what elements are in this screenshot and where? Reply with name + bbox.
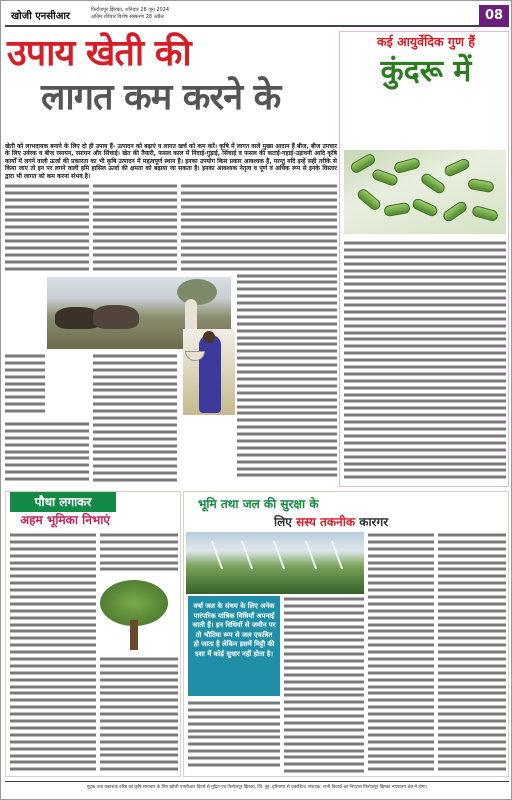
- gourd-shape: [441, 200, 469, 224]
- masthead-edition-line: अंतिम रविवार विशेष संस्करण 28 अप्रैल: [91, 14, 164, 20]
- masthead-brand: खोजी एनसीआर: [11, 11, 71, 22]
- main-body-column-1c: [5, 421, 89, 487]
- poudha-body-column-1: [10, 532, 96, 774]
- gourd-shape: [356, 187, 383, 212]
- farmer-woman-photo: [183, 329, 235, 415]
- tree-shape: [177, 279, 217, 305]
- poudha-banner: पौधा लगाकर: [10, 492, 116, 512]
- poudha-subtitle: अहम भूमिका निभाएं: [20, 513, 111, 527]
- kundru-big-title: कुंदरू में: [380, 54, 472, 89]
- kundru-article: [339, 31, 509, 487]
- main-body-column-1b: [5, 353, 45, 419]
- woman-head: [203, 331, 215, 343]
- masthead-date-line: फिरोजपुर झिरका, शनिवार 28 जून 2024: [91, 7, 170, 13]
- water-spray: [273, 541, 285, 570]
- main-body-column-4: [237, 183, 337, 487]
- water-spray: [211, 541, 223, 570]
- main-headline-line1: उपाय खेती की: [7, 32, 191, 74]
- poudha-body-column-2: [100, 532, 178, 578]
- masthead-date: [91, 7, 169, 21]
- gourd-shape: [393, 157, 421, 174]
- bhoomi-pull-quote: वर्षा जल के संचय के लिए अनेक पारंपरिक यांत्रिक विधियाँ अपनाई जाती हैं। इन विधियों से जमीन पर तो भौतिक रूप से जल एकत्रित हो जाता है लेकिन इसमें मिट्टी की दशा में कोई सुधार नहीं होता है।: [188, 596, 280, 696]
- gourd-shape: [471, 205, 499, 222]
- page-number: 08: [479, 5, 509, 27]
- bhoomi-body-column-2: [368, 532, 434, 774]
- bhoomi-body-column-1: [284, 596, 364, 774]
- main-headline: [7, 31, 337, 141]
- bhoomi-headline-line1: भूमि तथा जल की सुरक्षा के: [198, 497, 319, 511]
- ox-shape: [93, 305, 139, 329]
- imprint-footer: मुद्रक तथा प्रकाशक वरिष्ठ का कृषि समाचार के लिए खोजी एनसीआर प्रिंटर्स से मुद्रित एवं फिरोजपुर झिरका, जि. नूंह, हरियाणा से प्रकाशित। संपादक: सभी विवादों का निपटारा फिरोजपुर झिरका न्यायालय क्षेत्र में होगा।: [5, 781, 509, 795]
- masthead: [5, 5, 509, 27]
- main-body-column-2b: [93, 353, 177, 487]
- water-spray: [331, 541, 343, 570]
- water-spray: [305, 541, 317, 570]
- bhoomi-body-column-0: [188, 700, 280, 774]
- irrigation-photo: [186, 532, 364, 594]
- main-body-column-2: [93, 183, 177, 275]
- gourd-shape: [467, 178, 495, 193]
- gourd-shape: [411, 197, 439, 218]
- tree-photo: [100, 580, 168, 652]
- kundru-vegetable-photo: [344, 150, 506, 234]
- gourd-shape: [383, 202, 411, 217]
- woman-body: [199, 335, 221, 413]
- kundru-title: कई आयुर्वेदिक गुण हैं: [377, 34, 475, 49]
- main-headline-line2: लागत कम करने के: [41, 76, 281, 118]
- bhoomi-article: [183, 491, 509, 777]
- kundru-body: [344, 240, 506, 484]
- bhoomi-headline-highlight: सस्य तकनीक: [296, 515, 356, 529]
- main-intro: खेती को लाभदायक बनाने के लिए दो ही उपाय हैं- उत्पादन को बढ़ाएं व लागत खर्च को कम करें। कृषि में लागत वाले मुख्य आदान हैं बीज, बीज उपचार के लिए उर्वरक व बीज रसायन, रसायन और सिंचाई। खेत की तैयारी, फसल काल में निंदाई-गुड़ाई, सिंचाई व फसल की कटाई-गहाई-उड़ावनी आदि कृषि कार्यों में लगने वाली ऊर्जा की प्रकारता का भी कृषि उत्पादन में महत्वपूर्ण स्थान है। इनका उपयोग किस प्रकार आवश्यक है, परन्तु यदि इन्हें सही तरीके से किया जाए तो इन पर लगने वाली हमि हासिल ऊर्जा की क्षमता को बढ़ाया जा सकता है। इनका आवश्यक नेतृत्व व पूर्ण वं अधिक रूप से इनके विस्तार द्वारा भी लागत को कम करना संभव है।: [5, 143, 337, 180]
- bhoomi-body-column-3: [438, 532, 506, 774]
- tree-trunk: [130, 620, 138, 650]
- gourd-shape: [419, 172, 447, 196]
- main-body-column-1: [5, 183, 89, 275]
- bhoomi-headline-pre: लिए: [274, 515, 292, 529]
- poudha-body-column-3: [100, 656, 178, 774]
- poudha-article: [5, 491, 181, 777]
- gourd-shape: [443, 157, 471, 178]
- bhoomi-headline-post: कारगर: [359, 515, 389, 529]
- bhoomi-headline-line2: [274, 514, 504, 530]
- water-spray: [241, 541, 253, 570]
